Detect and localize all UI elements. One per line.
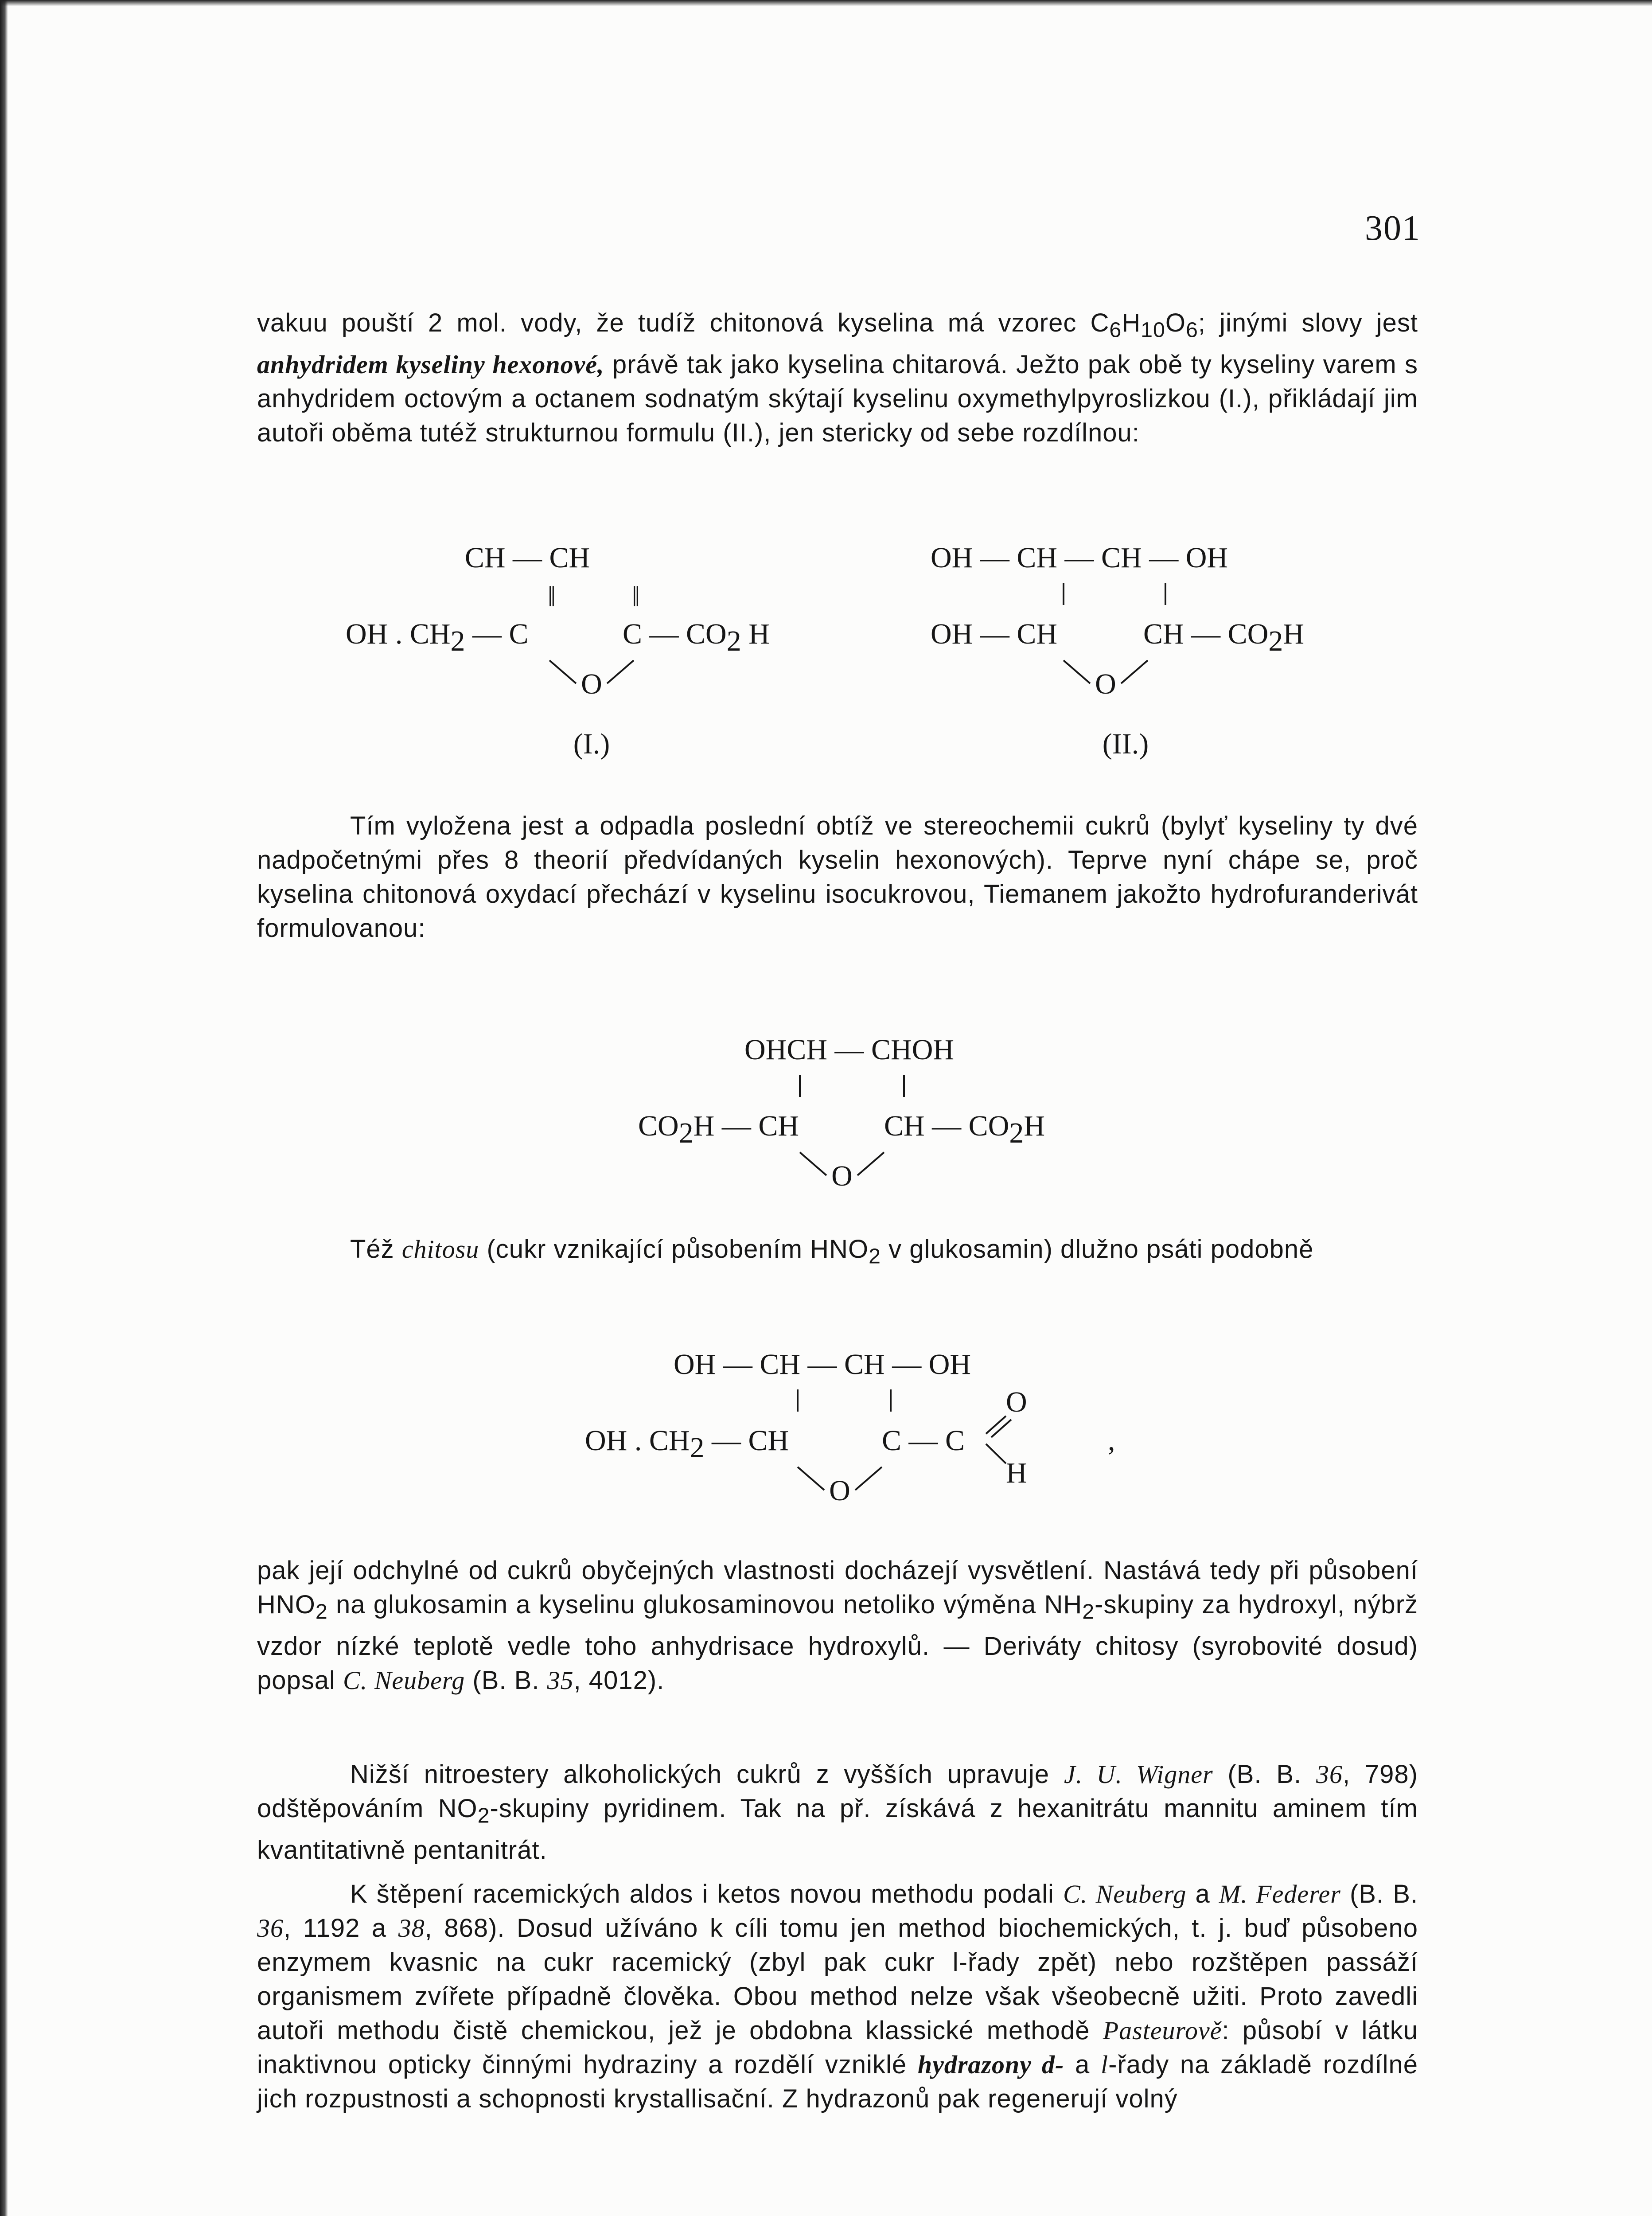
p1-sub-o6: 6: [1186, 318, 1198, 342]
f4-left-group: OH . CH2 — CH: [585, 1424, 789, 1464]
p3-text-c: (cukr vznikající působením HNO: [479, 1235, 869, 1264]
p6-text-k: : působí v látku inaktivnou opticky činnými hydraziny a rozdělí vzniklé: [257, 2016, 1418, 2079]
f2-label: (II.): [1102, 728, 1149, 760]
p6-name-pasteur: Pasteurově: [1103, 2016, 1222, 2045]
f3-oxygen: O: [831, 1160, 853, 1192]
p4-text-c: na glukosamin a kyselinu glukosaminovou netoliko výměna NH: [327, 1590, 1083, 1619]
f4-oxygen: O: [829, 1475, 850, 1507]
formula-ii: [931, 527, 1365, 776]
p1-text-g: ; jinými slovy jest: [1198, 308, 1418, 337]
p1-text-i: právě tak jako kyselina chitarová. Ježto pak obě ty kyseliny varem s anhydridem octovým a octanem sodnatým skýtají kyselinu oxymethylpyroslizkou (I.), přikládají jim autoři oběma tutéž strukturnou formulu (II.), jen stericky od sebe rozdílnou:: [257, 350, 1418, 447]
f1-top: CH — CH: [464, 542, 590, 574]
p5-text-c: (B. B.: [1213, 1760, 1316, 1789]
p6-text-m: a: [1064, 2050, 1101, 2079]
p4-volume: 35: [547, 1666, 574, 1695]
p1-text-o: O: [1165, 308, 1186, 337]
p4-text-e: -skupiny za hydroxyl, nýbrž vzdor nízké teplotě vedle toho anhydrisace hydroxylů. — Deriváty chitosy (syrobovité dosud) popsal: [257, 1590, 1418, 1695]
f3-bond-left: [800, 1152, 826, 1175]
f1-left-group: OH . CH2 — C: [346, 618, 529, 657]
p4-sub-1: 2: [315, 1600, 328, 1624]
p5-text-g: -skupiny pyridinem. Tak na př. získává z hexanitrátu mannitu aminem tím kvantitativně pentanitrát.: [257, 1794, 1418, 1865]
p6-text-o: -řady na základě rozdílné jich rozpustnosti a schopnosti krystallisační. Z hydrazonů pak regenerují volný: [257, 2050, 1418, 2113]
f4-aldehyde-bond-h: [986, 1444, 1006, 1463]
f4-aldehyde-bond-o-2: [991, 1420, 1011, 1437]
f2-oxygen: O: [1095, 668, 1116, 700]
p6-text-i: , 868). Dosud užíváno k cíli tomu jen method biochemických, t. j. buď působeno enzymem kvasnic na cukr racemický (zbyl pak cukr l-řady zpět) nebo rozštěpen passáží organismem zvířete případně člověka. Obou method nelze však všeobecně užiti. Proto zavedli autoři methodu čistě chemickou, jež je obdobna klassické methodě: [257, 1914, 1418, 2045]
p4-text-a: pak její odchylné od cukrů obyčejných vlastnosti docházejí vysvětlení. Nastává tedy při působení HNO: [257, 1556, 1418, 1619]
scan-edge-top: [0, 0, 1652, 6]
p1-sub-h10: 10: [1141, 318, 1165, 342]
paragraph-3: [257, 1232, 1418, 1274]
f3-top: OHCH — CHOH: [744, 1034, 955, 1066]
f4-aldehyde-bond-o-1: [986, 1416, 1006, 1434]
f4-comma: ,: [1108, 1424, 1115, 1457]
f1-double-bond-1: ‖: [547, 581, 556, 613]
f1-double-bond-2: ‖: [631, 581, 640, 613]
f2-bond-right: [1121, 660, 1148, 683]
formula-i: [346, 527, 833, 776]
p5-sub: 2: [477, 1803, 490, 1828]
f1-right-group: C — CO2 H: [623, 618, 770, 657]
f4-bond-right: [855, 1467, 882, 1490]
p1-text-a: vakuu pouští 2 mol. vody, že tudíž chitonová kyselina má vzorec C: [257, 308, 1110, 337]
f1-label: (I.): [573, 728, 610, 760]
f4-top: OH — CH — CH — OH: [674, 1348, 971, 1381]
p6-volume-2: 38: [398, 1914, 425, 1943]
f3-left-group: CO2H — CH: [638, 1110, 799, 1149]
p4-text-i: , 4012).: [573, 1666, 665, 1695]
f4-right-group: C — C: [882, 1424, 965, 1457]
f1-oxygen: O: [581, 668, 602, 700]
p3-emphasis: chitosu: [401, 1235, 479, 1264]
f4-aldehyde-h: H: [1006, 1457, 1027, 1489]
p1-text-h: H: [1122, 308, 1141, 337]
p4-author: C. Neuberg: [343, 1666, 465, 1695]
f1-bond-right: [607, 660, 634, 683]
p3-sub: 2: [869, 1244, 881, 1268]
p3-text-a: Též: [350, 1235, 402, 1264]
p4-text-g: (B. B.: [465, 1666, 547, 1695]
p1-emphasis: anhydridem kyseliny hexonové,: [257, 350, 604, 379]
p6-author-2: M. Federer: [1219, 1880, 1341, 1908]
p5-text-e: , 798) odštěpováním NO: [257, 1760, 1418, 1823]
f2-top: OH — CH — CH — OH: [931, 542, 1228, 574]
p5-text-a: Nižší nitroestery alkoholických cukrů z vyšších upravuje: [350, 1760, 1064, 1789]
f1-bond-left: [549, 660, 576, 683]
p6-hydrazony: hydrazony d-: [917, 2050, 1064, 2079]
paragraph-6: [257, 1877, 1418, 2116]
p6-text-c: a: [1186, 1880, 1219, 1908]
p3-text-e: v glukosamin) dlužno psáti podobně: [881, 1235, 1314, 1264]
p6-volume-1: 36: [257, 1914, 284, 1943]
f2-right-group: CH — CO2H: [1143, 618, 1305, 657]
formula-iv: [585, 1334, 1294, 1542]
p4-sub-2: 2: [1082, 1600, 1095, 1624]
scan-edge-left: [0, 0, 8, 2216]
formula-iii: [638, 1019, 1126, 1210]
p6-text-e: (B. B.: [1340, 1880, 1418, 1908]
f2-left-group: OH — CH: [931, 618, 1058, 650]
p5-volume: 36: [1316, 1760, 1343, 1789]
paragraph-1: [257, 306, 1418, 450]
f2-bond-left: [1064, 660, 1090, 683]
p5-author: J. U. Wigner: [1064, 1760, 1213, 1789]
p6-text-g: , 1192 a: [284, 1914, 398, 1943]
page-number: 301: [1365, 209, 1421, 248]
paragraph-4: [257, 1553, 1418, 1697]
paragraph-2: Tím vyložena jest a odpadla poslední obtíž ve stereochemii cukrů (bylyť kyseliny ty dvé nadpočetnými přes 8 theorií předvídaných kyselin hexonových). Teprve nyní chápe se, proč kyselina chitonová oxydací přechází v kyselinu isocukrovou, Tiemanem jakožto hydrofuranderivát formulovanou:: [257, 811, 1418, 943]
p1-sub-c6: 6: [1109, 318, 1122, 342]
f3-bond-right: [857, 1152, 884, 1175]
p6-text-a: K štěpení racemických aldos i ketos novou methodu podali: [350, 1880, 1064, 1908]
f4-bond-left: [798, 1467, 824, 1490]
f4-aldehyde-o: O: [1006, 1386, 1027, 1418]
f3-right-group: CH — CO2H: [884, 1110, 1045, 1149]
p6-l-series: l: [1100, 2050, 1109, 2079]
p6-author-1: C. Neuberg: [1063, 1880, 1187, 1908]
paragraph-5: [257, 1757, 1418, 1867]
